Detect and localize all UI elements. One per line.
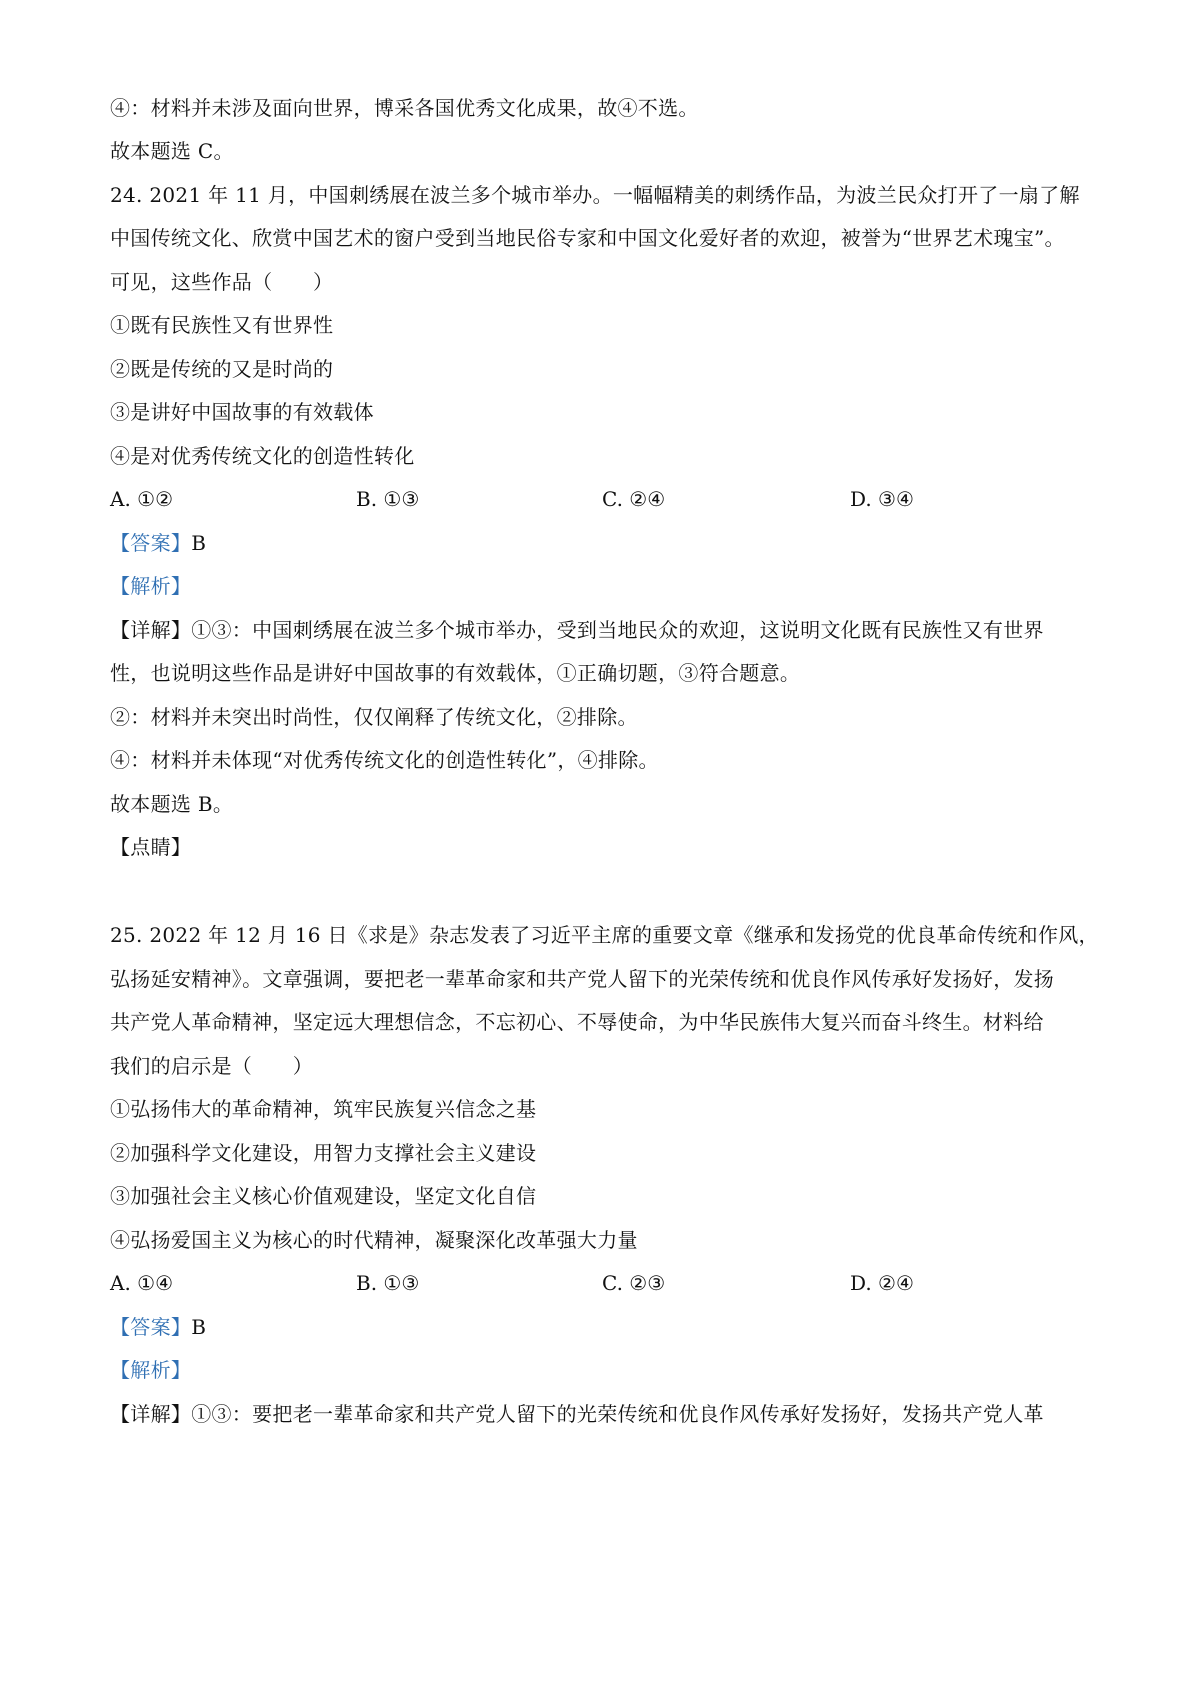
q25-stem-line-1: 25. 2022 年 12 月 16 日《求是》杂志发表了习近平主席的重要文章《继承和发扬党的优良革命传统和作风， bbox=[110, 923, 1099, 947]
q24-option-a: A. ①② bbox=[110, 487, 174, 511]
q24-option-d: D. ③④ bbox=[850, 487, 914, 511]
q25-statement-1: ①弘扬伟大的革命精神，筑牢民族复兴信念之基 bbox=[110, 1097, 537, 1121]
q25-detail-line-1 bbox=[110, 1400, 1100, 1428]
q24-statement-2: ②既是传统的又是时尚的 bbox=[110, 357, 334, 381]
q24-analysis-heading bbox=[110, 572, 1100, 600]
q25-stem-line-2: 弘扬延安精神》。文章强调，要把老一辈革命家和共产党人留下的光荣传统和优良作风传承好发扬好，发扬 bbox=[110, 967, 1055, 991]
q24-point-heading: 【点睛】 bbox=[110, 835, 192, 859]
q24-answer-tag: 【答案】 bbox=[110, 531, 192, 555]
q25-options bbox=[110, 1269, 1100, 1297]
q25-option-b: B. ①③ bbox=[356, 1271, 420, 1295]
q24-stem-line-1: 24. 2021 年 11 月，中国刺绣展在波兰多个城市举办。一幅幅精美的刺绣作品，为波兰民众打开了一扇了解 bbox=[110, 183, 1080, 207]
q25-analysis-heading bbox=[110, 1356, 1100, 1384]
q24-statement-4: ④是对优秀传统文化的创造性转化 bbox=[110, 444, 415, 468]
q25-statement-2: ②加强科学文化建设，用智力支撑社会主义建设 bbox=[110, 1141, 537, 1165]
q24-detail-text-1: ①③：中国刺绣展在波兰多个城市举办，受到当地民众的欢迎，这说明文化既有民族性又有世界 bbox=[191, 618, 1044, 642]
q24-detail-line-4: ④：材料并未体现“对优秀传统文化的创造性转化”，④排除。 bbox=[110, 748, 659, 772]
q25-analysis-tag: 【解析】 bbox=[110, 1358, 192, 1382]
q24-options bbox=[110, 485, 1100, 513]
q25-answer bbox=[110, 1313, 1100, 1341]
q25-detail-tag: 【详解】 bbox=[110, 1402, 192, 1426]
q24-conclusion: 故本题选 B。 bbox=[110, 792, 234, 816]
q25-statement-4: ④弘扬爱国主义为核心的时代精神，凝聚深化改革强大力量 bbox=[110, 1228, 638, 1252]
q25-option-d: D. ②④ bbox=[850, 1271, 914, 1295]
q24-answer bbox=[110, 529, 1100, 557]
q24-option-c: C. ②④ bbox=[602, 487, 666, 511]
q24-statement-1: ①既有民族性又有世界性 bbox=[110, 313, 334, 337]
q24-detail-line-1 bbox=[110, 616, 1100, 644]
q24-detail-line-2: 性，也说明这些作品是讲好中国故事的有效载体，①正确切题，③符合题意。 bbox=[110, 661, 801, 685]
q24-stem-line-3: 可见，这些作品（ ） bbox=[110, 270, 334, 294]
q24-statement-3: ③是讲好中国故事的有效载体 bbox=[110, 400, 374, 424]
q24-detail-tag: 【详解】 bbox=[110, 618, 192, 642]
q25-answer-tag: 【答案】 bbox=[110, 1315, 192, 1339]
q24-stem-line-2: 中国传统文化、欣赏中国艺术的窗户受到当地民俗专家和中国文化爱好者的欢迎，被誉为“世界艺术瑰宝”。 bbox=[110, 226, 1065, 250]
q24-detail-line-3: ②：材料并未突出时尚性，仅仅阐释了传统文化，②排除。 bbox=[110, 705, 638, 729]
q24-option-b: B. ①③ bbox=[356, 487, 420, 511]
q24-analysis-tag: 【解析】 bbox=[110, 574, 192, 598]
q25-stem-line-4: 我们的启示是（ ） bbox=[110, 1054, 313, 1078]
q25-answer-value: B bbox=[191, 1315, 207, 1339]
q23-analysis-4: ④：材料并未涉及面向世界，博采各国优秀文化成果，故④不选。 bbox=[110, 96, 699, 120]
q25-stem-line-3: 共产党人革命精神，坚定远大理想信念，不忘初心、不辱使命，为中华民族伟大复兴而奋斗终生。材料给 bbox=[110, 1010, 1044, 1034]
q25-option-c: C. ②③ bbox=[602, 1271, 666, 1295]
q24-answer-value: B bbox=[191, 531, 207, 555]
q25-statement-3: ③加强社会主义核心价值观建设，坚定文化自信 bbox=[110, 1184, 537, 1208]
q25-option-a: A. ①④ bbox=[110, 1271, 174, 1295]
q25-detail-text-1: ①③：要把老一辈革命家和共产党人留下的光荣传统和优良作风传承好发扬好，发扬共产党人革 bbox=[191, 1402, 1044, 1426]
q23-conclusion: 故本题选 C。 bbox=[110, 139, 234, 163]
